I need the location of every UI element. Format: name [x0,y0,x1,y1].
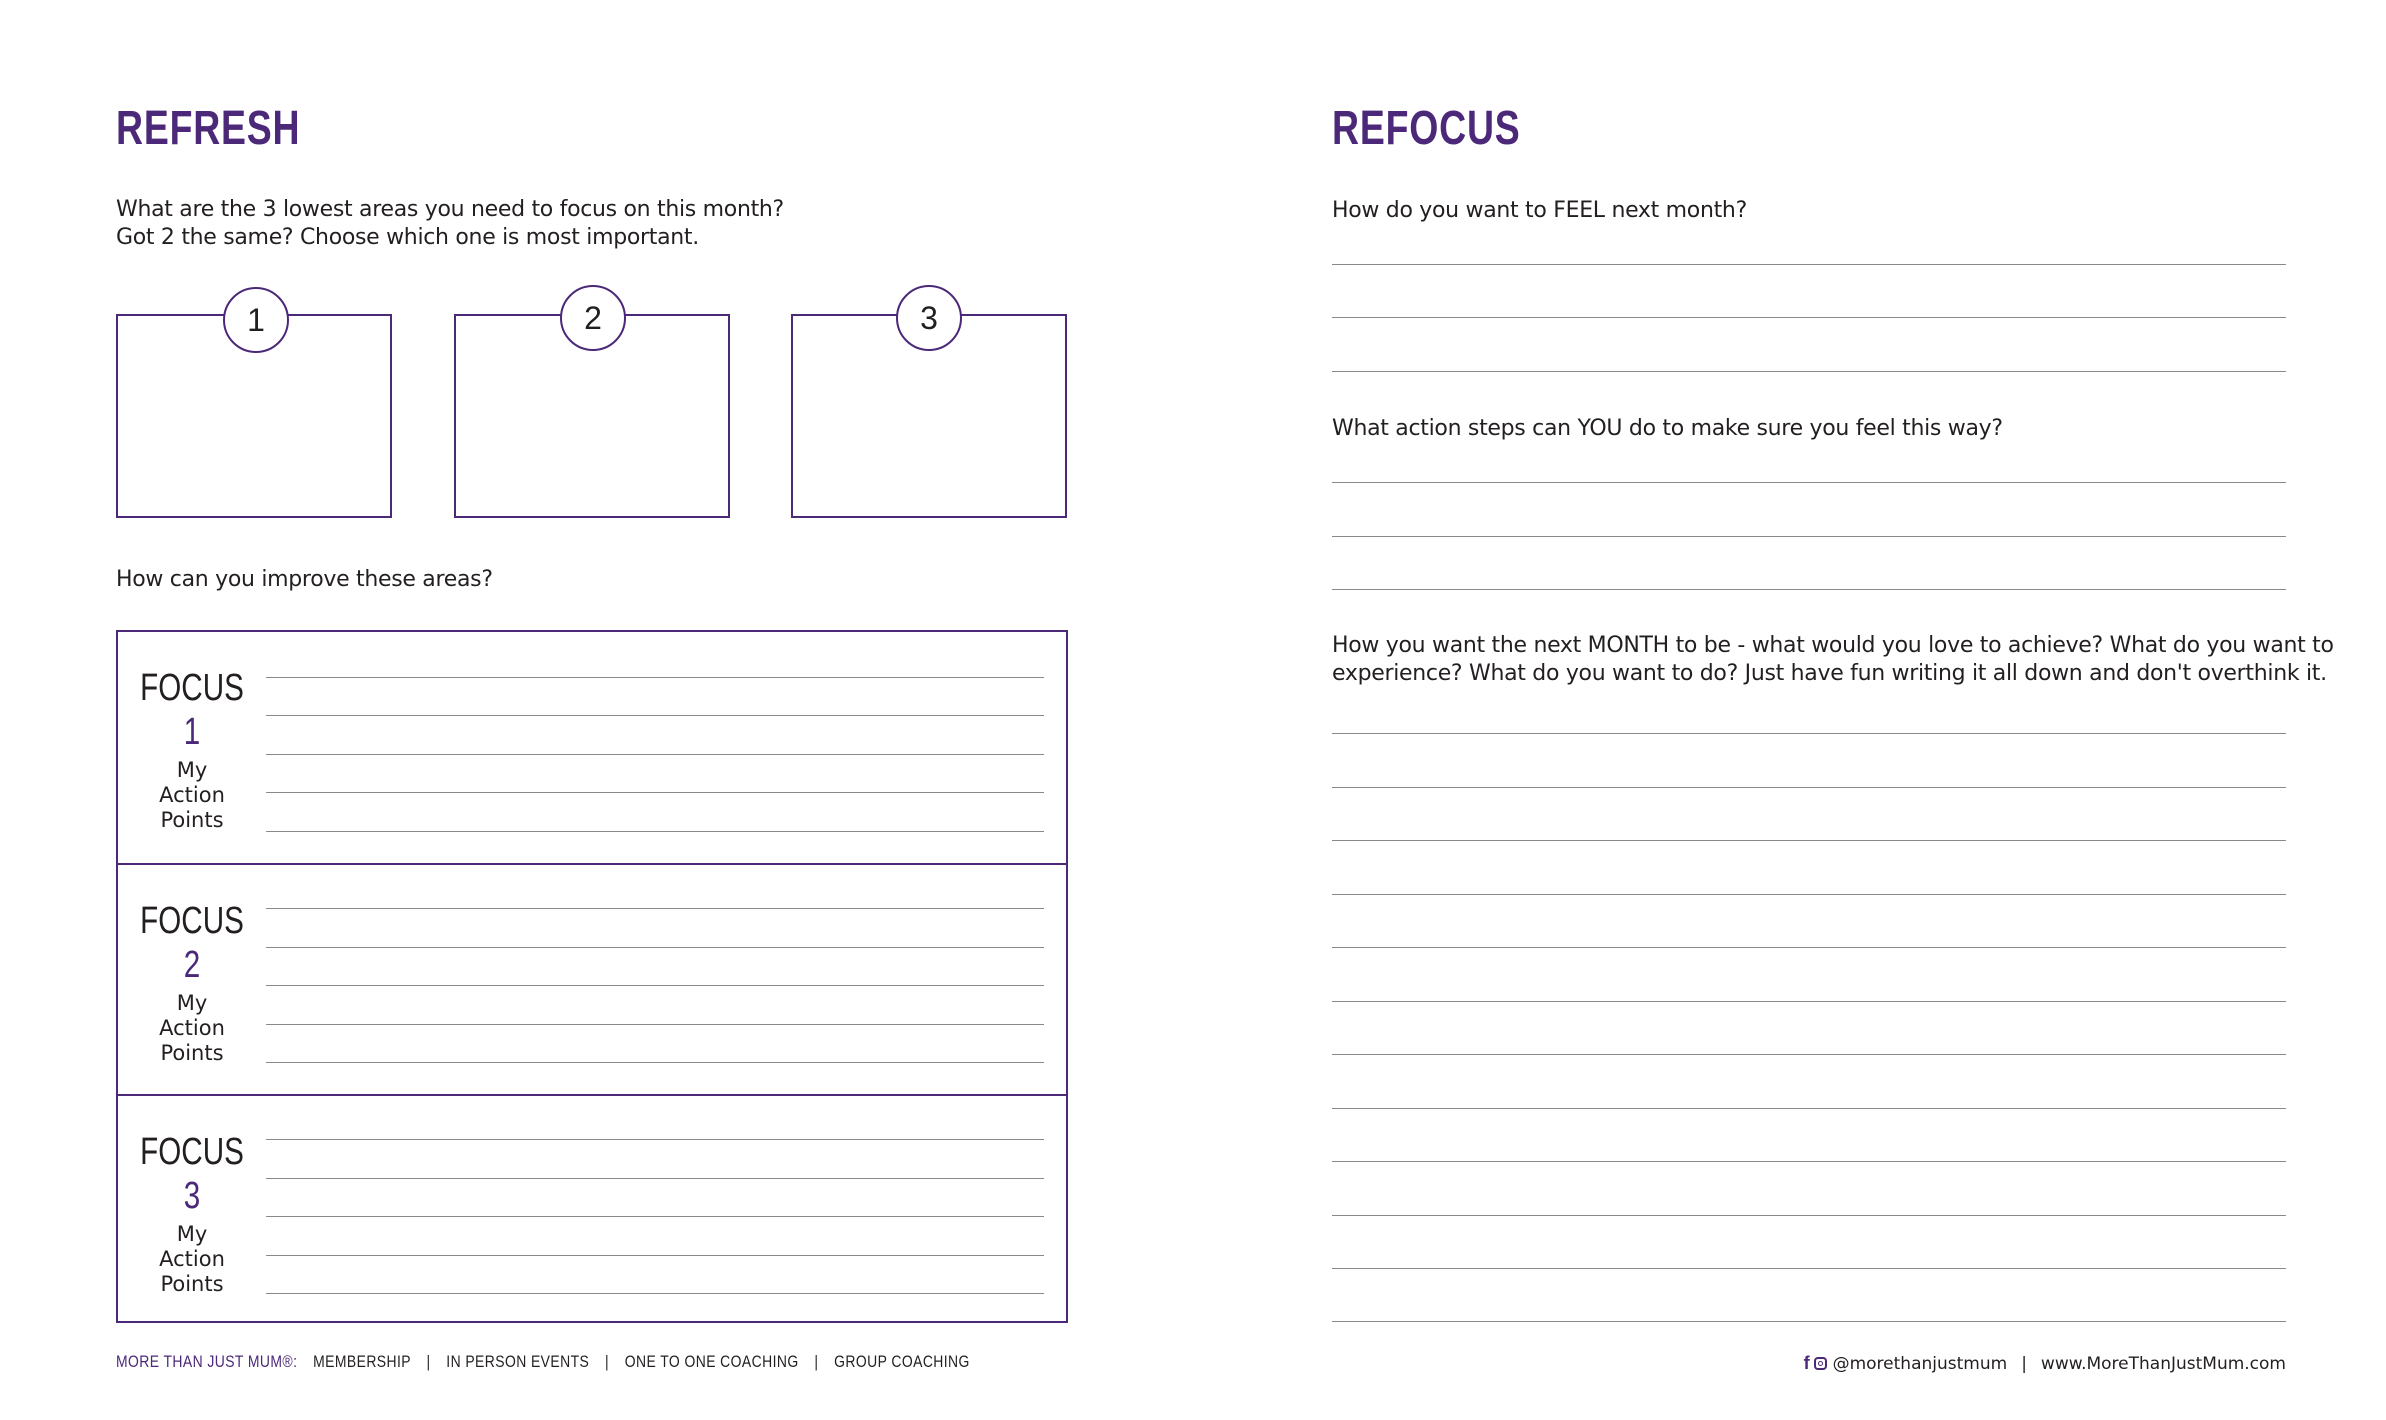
refresh-title: REFRESH [116,102,301,155]
writing-line[interactable] [1332,1108,2286,1109]
writing-line[interactable] [266,1216,1044,1217]
footer-separator: | [814,1352,819,1371]
writing-line[interactable] [266,715,1044,716]
writing-line[interactable] [266,792,1044,793]
writing-line[interactable] [1332,1054,2286,1055]
writing-line[interactable] [266,1139,1044,1140]
focus-word: FOCUS [140,1131,244,1173]
refocus-page [1193,0,2386,1420]
footer-link-membership[interactable]: MEMBERSHIP [313,1352,411,1371]
refresh-prompt [116,196,784,252]
writing-line[interactable] [1332,947,2286,948]
refocus-question-action-steps: What action steps can YOU do to make sure you feel this way? [1332,416,2003,441]
writing-line[interactable] [266,1024,1044,1025]
footer-link-in-person-events[interactable]: IN PERSON EVENTS [446,1352,590,1371]
writing-line[interactable] [266,1178,1044,1179]
focus-row-2 [118,863,1066,1094]
writing-line[interactable] [266,947,1044,948]
focus-area-badge-1: 1 [223,287,289,353]
writing-line[interactable] [1332,1161,2286,1162]
focus-number: 2 [183,944,201,986]
refocus-title: REFOCUS [1332,102,1521,155]
focus-row-3 [118,1094,1066,1325]
writing-line[interactable] [266,831,1044,832]
writing-line[interactable] [1332,840,2286,841]
focus-row-1 [118,632,1066,863]
social-icons [1804,1353,1827,1374]
refresh-prompt-line2: Got 2 the same? Choose which one is most important. [116,225,699,250]
focus-word: FOCUS [140,900,244,942]
website-link[interactable]: www.MoreThanJustMum.com [2040,1353,2286,1374]
footer-separator: | [2021,1353,2027,1374]
writing-line[interactable] [266,754,1044,755]
writing-line[interactable] [266,908,1044,909]
focus-word: FOCUS [140,667,244,709]
refocus-question-line1: How you want the next MONTH to be - what would you love to achieve? What do you want to [1332,633,2334,658]
writing-line[interactable] [1332,1001,2286,1002]
action-points-label: My Action Points [159,991,225,1065]
writing-line[interactable] [266,1255,1044,1256]
writing-line[interactable] [266,1293,1044,1294]
writing-line[interactable] [1332,536,2286,537]
social-handle[interactable]: @morethanjustmum [1832,1353,2008,1374]
footer-link-group-coaching[interactable]: GROUP COACHING [834,1352,970,1371]
refocus-question-feel: How do you want to FEEL next month? [1332,198,1747,223]
writing-line[interactable] [266,1062,1044,1063]
writing-line[interactable] [1332,733,2286,734]
action-points-label: My Action Points [159,758,225,832]
footer-nav [116,1352,970,1372]
refocus-question-next-month [1332,632,2334,688]
focus-label-1 [118,666,266,833]
writing-line[interactable] [1332,894,2286,895]
footer-social [1804,1353,2286,1374]
refresh-prompt-line1: What are the 3 lowest areas you need to focus on this month? [116,197,784,222]
writing-line[interactable] [266,677,1044,678]
facebook-icon[interactable]: f [1803,1353,1810,1373]
focus-area-badge-3: 3 [896,285,962,351]
writing-line[interactable] [1332,1215,2286,1216]
footer-separator: | [426,1352,431,1371]
writing-line[interactable] [1332,1268,2286,1269]
focus-table [116,630,1068,1323]
focus-label-2 [118,899,266,1066]
writing-line[interactable] [266,985,1044,986]
writing-line[interactable] [1332,787,2286,788]
instagram-icon[interactable] [1814,1357,1827,1370]
improve-prompt: How can you improve these areas? [116,567,493,592]
writing-line[interactable] [1332,264,2286,265]
footer-separator: | [604,1352,610,1371]
writing-line[interactable] [1332,1321,2286,1322]
writing-line[interactable] [1332,589,2286,590]
focus-area-badge-2: 2 [560,285,626,351]
refocus-question-line2: experience? What do you want to do? Just have fun writing it all down and don't overthink it. [1332,661,2327,686]
focus-label-3 [118,1130,266,1297]
footer-link-one-to-one-coaching[interactable]: ONE TO ONE COACHING [624,1352,799,1371]
writing-line[interactable] [1332,482,2286,483]
footer-brand: MORE THAN JUST MUM®: [116,1352,298,1371]
writing-line[interactable] [1332,371,2286,372]
focus-number: 1 [183,711,201,753]
writing-line[interactable] [1332,317,2286,318]
focus-number: 3 [183,1175,201,1217]
action-points-label: My Action Points [159,1222,225,1296]
